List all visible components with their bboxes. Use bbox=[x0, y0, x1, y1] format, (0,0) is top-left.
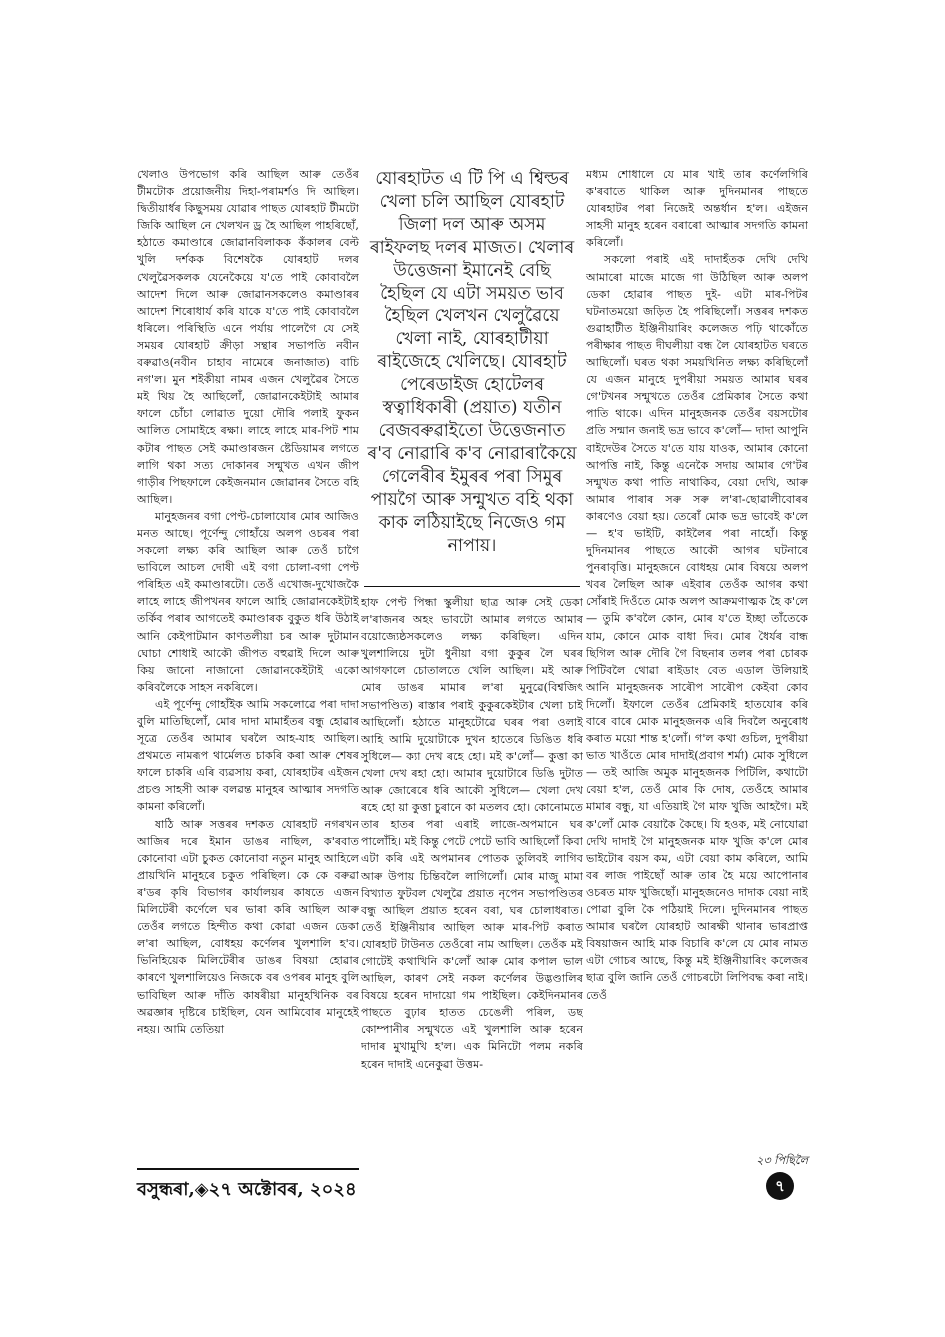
pull-quote-line: হৈছিল খেলখন খেলুৱৈয়ে bbox=[384, 306, 560, 327]
pull-quote-line: কাক লঠিয়াইছে নিজেও গম bbox=[378, 512, 566, 533]
continued-label: ২৩ পিছিলৈ bbox=[756, 1154, 808, 1167]
footer-title: বসুন্ধৰা,◈২৭ অক্টোবৰ, ২০২৪ bbox=[137, 1179, 357, 1200]
page-number: ৭ bbox=[766, 1172, 794, 1200]
pull-quote-line: ৰাইজেহে খেলিছে। যোৰহাট bbox=[377, 352, 567, 373]
col1-paragraph-1: খেলাও উপভোগ কৰি আছিল আৰু তেওঁৰ টীমটোক প্ৰয়োজনীয় দিহা-পৰামৰ্শও দি আছিল। দ্বিতীয়াৰ্ধৰ কিছুসময় যোৱাৰ পাছত যোৰহাট টীমটো জিকি আছিল নে খেলখন ড্ৰ হৈ আছিল পাহৰিছোঁ, হঠাতে কমাণ্ডাৰে জোৱানবিলাকক কঁকালৰ বেল্ট খুলি দৰ্শকক বিশেষকৈ যোৰহাট দলৰ খেলুৱৈসকলক যেনেকৈয়ে য'তে পাই কোবাবলৈ আদেশ দিলে আৰু জোৱানসকলেও কমাণ্ডাৰৰ আদেশ শিৰোধাৰ্য কৰি যাকে য'তে পাই কোবাবলৈ ধৰিলে। পৰিস্থিতি এনে পৰ্যায় পালেগৈ যে সেই সময়ৰ যোৰহাট ক্ৰীড়া সন্থাৰ সভাপতি নবীন বৰুৱাও(নবীন চাহাব নামেৰে জনাজাত) বাচি নগ'ল। মুন শইকীয়া নামৰ এজন খেলুৱৈৰ সৈতে মই থিয় হৈ আছিলোঁ, জোৱানকেইটাই আমাৰ ফালে চোঁচা লোৱাত দুয়ো দৌৰি পলাই ফুকন আলিত সোমাইহে ৰক্ষা। লাহে লাহে মাৰ-পিট শাম কটাৰ পাছত সেই কমাণ্ডাৰজন ষ্টেডিয়ামৰ লগতে লাগি থকা সত্য দোকানৰ সন্মুখত এখন জীপ গাড়ীৰ পিছফালে কেইজনমান জোৱানৰ সৈতে বহি আছিল। bbox=[137, 168, 359, 506]
pull-quote-line: নাপায়। bbox=[447, 535, 497, 556]
pull-quote-line: ৰ'ব নোৱাৰি ক'ব নোৱাৰাকৈয়ে bbox=[367, 443, 577, 464]
continued-note bbox=[700, 1152, 808, 1171]
pull-quote-line: পেৰেডাইজ হোটেলৰ bbox=[399, 375, 545, 396]
pull-quote-bottom-rule bbox=[364, 586, 580, 587]
pull-quote-line: স্বত্বাধিকাৰী (প্ৰয়াত) যতীন bbox=[382, 398, 562, 419]
column-3 bbox=[586, 166, 808, 1170]
pull-quote-line: বেজবৰুৱাইতো উত্তেজনাত bbox=[378, 420, 566, 441]
col1-paragraph-3: এই পূৰ্ণেন্দু গোহাঁইক আমি সকলোৱে পৰা দাদা বুলি মাতিছিলোঁ, মোৰ দাদা মামাহঁতৰ বন্ধু হোৱাৰ সূত্ৰে তেওঁৰ আমাৰ ঘৰলৈ আহ-যাহ আছিল। প্ৰথমতে নামৰূপ থাৰ্মেলত চাকৰি কৰা আৰু শেষৰ ফালে চাকৰি এৰি ব্যৱসায় কৰা, যোৰহাটৰ এইজন প্ৰচণ্ড সাহসী আৰু বলৱন্ত মানুহৰ আত্মাৰ সদগতি কামনা কৰিলোঁ। bbox=[137, 697, 359, 814]
col1-paragraph-2: মানুহজনৰ বগা পেণ্ট-চোলাযোৰ মোৰ আজিও মনত আছে। পূৰ্ণেন্দু গোহাঁয়ে অলপ ওচৰৰ পৰা সকলো লক্ষ্য কৰি আছিল আৰু তেওঁ চাগৈ ভাবিলে আচল দোষী এই বগা চোলা-বগা পেণ্ট পৰিহিত এই কমাণ্ডাৰটো। তেওঁ এখোজ-দুখোজকৈ লাহে লাহে জীপখনৰ ফালে আহি জোৱানকেইটাই তৰ্কিব পৰাৰ আগতেই কমাণ্ডাৰক বুকুত ধৰি উঠাই আনি কেইপাটমান কাণতলীয়া চৰ আৰু দুটামান ঘোচা শোধাই আকৌ জীপত বহুৱাই দিলে আৰু কিয় জানো নাজানো জোৱানকেইটাই একো কৰিবলৈকে সাহস নকৰিলে। bbox=[137, 509, 359, 694]
pull-quote-line: খেলা চলি আছিল যোৰহাট bbox=[379, 191, 565, 212]
pull-quote-line: যোৰহাটত এ টি পি এ শ্বিল্ডৰ bbox=[375, 169, 569, 189]
column-1 bbox=[137, 166, 359, 1170]
column-2 bbox=[361, 594, 583, 1170]
col3-paragraph-2: সকলো পৰাই এই দাদাহঁতক দেখি দেখি আমাৰো মাজে মাজে গা উঠিছিল আৰু অলপ ডেকা হোৱাৰ পাছত দুই- এটা মাৰ-পিটৰ ঘটনাতময়ো জড়িত হৈ পৰিছিলোঁ। সত্তৰৰ দশকত গুৱাহাটীত ইঞ্জিনীয়াৰিং কলেজত পঢ়ি থাকোঁতে পৰীক্ষাৰ পাছত দীঘলীয়া বন্ধ লৈ যোৰহাটত ঘৰতে আছিলোঁ। ঘৰত থকা সময়খিনিত লক্ষ্য কৰিছিলোঁ যে এজন মানুহে দুপৰীয়া সময়ত আমাৰ ঘৰৰ গে'টখনৰ সন্মুখতে তেওঁৰ প্ৰেমিকাৰ সৈতে কথা পাতি থাকে। এদিন মানুহজনক তেওঁৰ বয়সটোৰ প্ৰতি সন্মান জনাই ভদ্ৰ ভাবে ক'লোঁ— দাদা আপুনি বাইদেউৰ সৈতে য'তে যায় যাওক, আমাৰ কোনো আপত্তি নাই, কিন্তু এনেকৈ সদায় আমাৰ গে'টৰ সন্মুখত কথা পাতি নাথাকিব, বেয়া দেখি, আৰু আমাৰ পাৰাৰ সৰু সৰু ল'ৰা-ছোৱালীবোৰৰ কাৰণেও বেয়া হয়। তেৰোঁ মোক ভদ্ৰ ভাবেই ক'লে— হ'ব ভাইটি, কাইলৈৰ পৰা নাহোঁ। কিন্তু দুদিনমানৰ পাছতে আকৌ আগৰ ঘটনাৰে পুনৰাবৃত্তি। মানুহজনে বোধহয় মোৰ বিষয়ে অলপ খবৰ লৈছিল আৰু এইবাৰ তেওঁক আগৰ কথা সোঁৰাই দিওঁতে মোক অলপ আক্ৰমণাত্মক হৈ ক'লে— তুমি ক'বলৈ কোন, মোৰ য'তে ইচ্ছা তাঁতেকে যাম, কোনে মোক বাধা দিব। মোৰ ধৈৰ্যৰ বান্ধ ছিগিল আৰু দৌৰি গৈ বিছনাৰ তলৰ পৰা চোৰক পিটিবলৈ থোৱা ৰাইডাং বেত এডাল উলিয়াই আনি মানুহজনক সাৰৌপ সাৰৌপ কেইবা কোব দিলোঁ। ইফালে তেওঁৰ প্ৰেমিকাই হাতযোৰ কৰি বাৰে বাৰে মোক মানুহজনক এৰি দিবলৈ অনুৰোধ কৰাত ময়ো শান্ত হ'লোঁ। গ'ল কথা গুচিল, দুপৰীয়া ভাত খাওঁতে মোৰ দাদাই(প্ৰবাগ শৰ্মা) মোক সুধিলে— তই আজি অমুক মানুহজনক পিটিলি, কথাটো বেয়া হ'ল, তেওঁ মোৰ কি দোষ, তেওঁহে আমাৰ মামাৰ বন্ধু, যা এতিয়াই গৈ মাফ খুজি আহগৈ। মই ক'লোঁ মোক বেয়াকৈ কৈছে। যি হওক, মই নোযোৱা দেখি দাদাই গৈ মানুহজনক মাফ খুজি ক'লে মোৰ ভাইটোৰ বয়স কম, এটা বেয়া কাম কৰিলে, আমি বৰ লাজ পাইছোঁ আৰু তাৰ হৈ ময়ে আপোনাৰ ওচৰত মাফ খুজিছোঁ। মানুহজনেও দাদাক বেয়া নাই পোৱা বুলি কৈ পঠিয়াই দিলে। দুদিনমানৰ পাছত আমাৰ ঘৰলৈ যোৰহাট আৰক্ষী থানাৰ ভাৰপ্ৰাপ্ত বিষয়াজন আহি মাক বিচাৰি ক'লে যে মোৰ নামত এটা গোচৰ আছে, কিন্তু মই ইঞ্জিনীয়াৰিং কলেজৰ ছাত্ৰ বুলি জানি তেওঁ গোচৰটো লিপিবদ্ধ কৰা নাই। তেওঁ bbox=[586, 253, 808, 1002]
footer-rule bbox=[137, 1168, 359, 1170]
pull-quote-line: খেলা নাই, যোৰহাটীয়া bbox=[395, 329, 549, 350]
col1-paragraph-4: ষাঠি আৰু সত্তৰৰ দশকত যোৰহাট নগৰখন আজিৰ দৰে ইমান ডাঙৰ নাছিল, ক'ৰবাত কোনোবা এটা চুকত কোনোবা নতুন মানুহ আহিলে প্ৰায়খিনি মানুহৰে চকুত পৰিছিল। কে কে বৰুৱা ৰ'ডৰ কৃষি বিভাগৰ কাৰ্যালয়ৰ কাষতে এজন মিলিটেৰী কৰ্ণেলে ঘৰ ভাৰা কৰি আছিল আৰু তেওঁৰ লগতে হিন্দীত কথা কোৱা এজন ডেকা ল'ৰা আছিল, বোধহয় কৰ্ণেলৰ খুলশালি হ'ব। ভিনিহিয়েক মিলিটেৰীৰ ডাঙৰ বিষয়া হোৱাৰ কাৰণে খুলশালিয়েও নিজকে বৰ ওপৰৰ মানুহ বুলি ভাবিছিল আৰু দাঁতি কাষৰীয়া মানুহখিনিক বৰ অৱজ্ঞাৰ দৃষ্টিৰে চাইছিল, যেন আমিবোৰ মানুহেই নহয়। আমি তেতিয়া bbox=[137, 817, 359, 1036]
pull-quote-line: গেলেৰীৰ ইমুৰৰ পৰা সিমুৰ bbox=[381, 466, 563, 487]
pull-quote-line: ৰাইফলছ দলৰ মাজত। খেলাৰ bbox=[369, 237, 575, 258]
pull-quote bbox=[365, 168, 579, 586]
col3-paragraph-1: মধ্যম শোধালে যে মাৰ খাই তাৰ কৰ্ণেলগিৰি ক'ৰবাতে থাকিল আৰু দুদিনমানৰ পাছতে যোৰহাটৰ পৰা নিজেই অন্তৰ্ধান হ'ল। এইজন সাহসী মানুহ হৰেন বৰাৰো আত্মাৰ সদগতি কামনা কৰিলোঁ। bbox=[586, 168, 808, 250]
col2-paragraph-1: হাফ পেণ্ট পিন্ধা স্কুলীয়া ছাত্ৰ আৰু সেই ডেকা ল'ৰাজনৰ অহং ভাবটো আমাৰ লগতে আমাৰ বয়োজ্যেষ্ঠসকলেও লক্ষ্য কৰিছিল। এদিন খুলশালিয়ে দুটা ধুনীয়া বগা কুকুৰ লৈ ঘৰৰ আগফালে চোতালতে খেলি আছিল। মই আৰু মোৰ ডাঙৰ মামাৰ ল'ৰা মুনুৱে(বিশ্বজিৎ সভাপণ্ডিত) ৰাস্তাৰ পৰাই কুকুৰকেইটাৰ খেলা চাই আছিলোঁ। হঠাতে মানুহটোৱে ঘৰৰ পৰা ওলাই আহি আমি দুয়োটাকে দুখন হাতেৰে ডিঙিত ধৰি সুধিলে— ক্যা দেখ ৰহে হো। মই ক'লোঁ— কুত্তা কা খেলা দেখ ৰহা হো। আমাৰ দুয়োটাৰে ডিঙি দুটাত আৰু জোৰেৰে ধৰি আকৌ সুধিলে— খেলা দেখ ৰহে হো য়া কুত্তা চুৰানে কা মতলব হো। কোনোমতে তাৰ হাতৰ পৰা এৰাই লাজে-অপমানে ঘৰ পালোঁহি। মই কিন্তু পেটে পেটে ভাবি আছিলোঁ কিবা এটা কৰি এই অপমানৰ পোতক তুলিবই লাগিব আৰু উপায় চিন্তিবলৈ লাগিলোঁ। মোৰ মাজু মামা বিখ্যাত ফুটবল খেলুৱৈ প্ৰয়াত নৃপেন সভাপণ্ডিতৰ বন্ধু আছিল প্ৰয়াত হৰেন বৰা, ঘৰ চোলাধৰাত। তেওঁ ইঞ্জিনীয়াৰ আছিল আৰু মাৰ-পিট কৰাত যোৰহাট টাউনত তেওঁৰো নাম আছিল। তেওঁক মই গোটেই কথাখিনি ক'লোঁ আৰু মোৰ কপাল ভাল আছিল, কাৰণ সেই নকল কৰ্ণেলৰ উদ্ভণ্ডালিৰ বিষয়ে হৰেন দাদায়ো গম পাইছিল। কেইদিনমানৰ পাছতে বুঢ়াৰ হাতত চেঙেলী পৰিল, ডছ কোম্পানীৰ সন্মুখতে এই খুলশালি আৰু হৰেন দাদাৰ মুখামুখি হ'ল। এক মিনিটো পলম নকৰি হৰেন দাদাই এনেকুৱা উত্তম- bbox=[361, 596, 583, 1071]
pull-quote-line: জিলা দল আৰু অসম bbox=[398, 214, 546, 235]
pull-quote-line: উত্তেজনা ইমানেই বেছি bbox=[393, 260, 551, 281]
pull-quote-line: হৈছিল যে এটা সময়ত ভাব bbox=[380, 283, 564, 304]
pull-quote-line: পায়গৈ আৰু সন্মুখত বহি থকা bbox=[370, 489, 574, 510]
